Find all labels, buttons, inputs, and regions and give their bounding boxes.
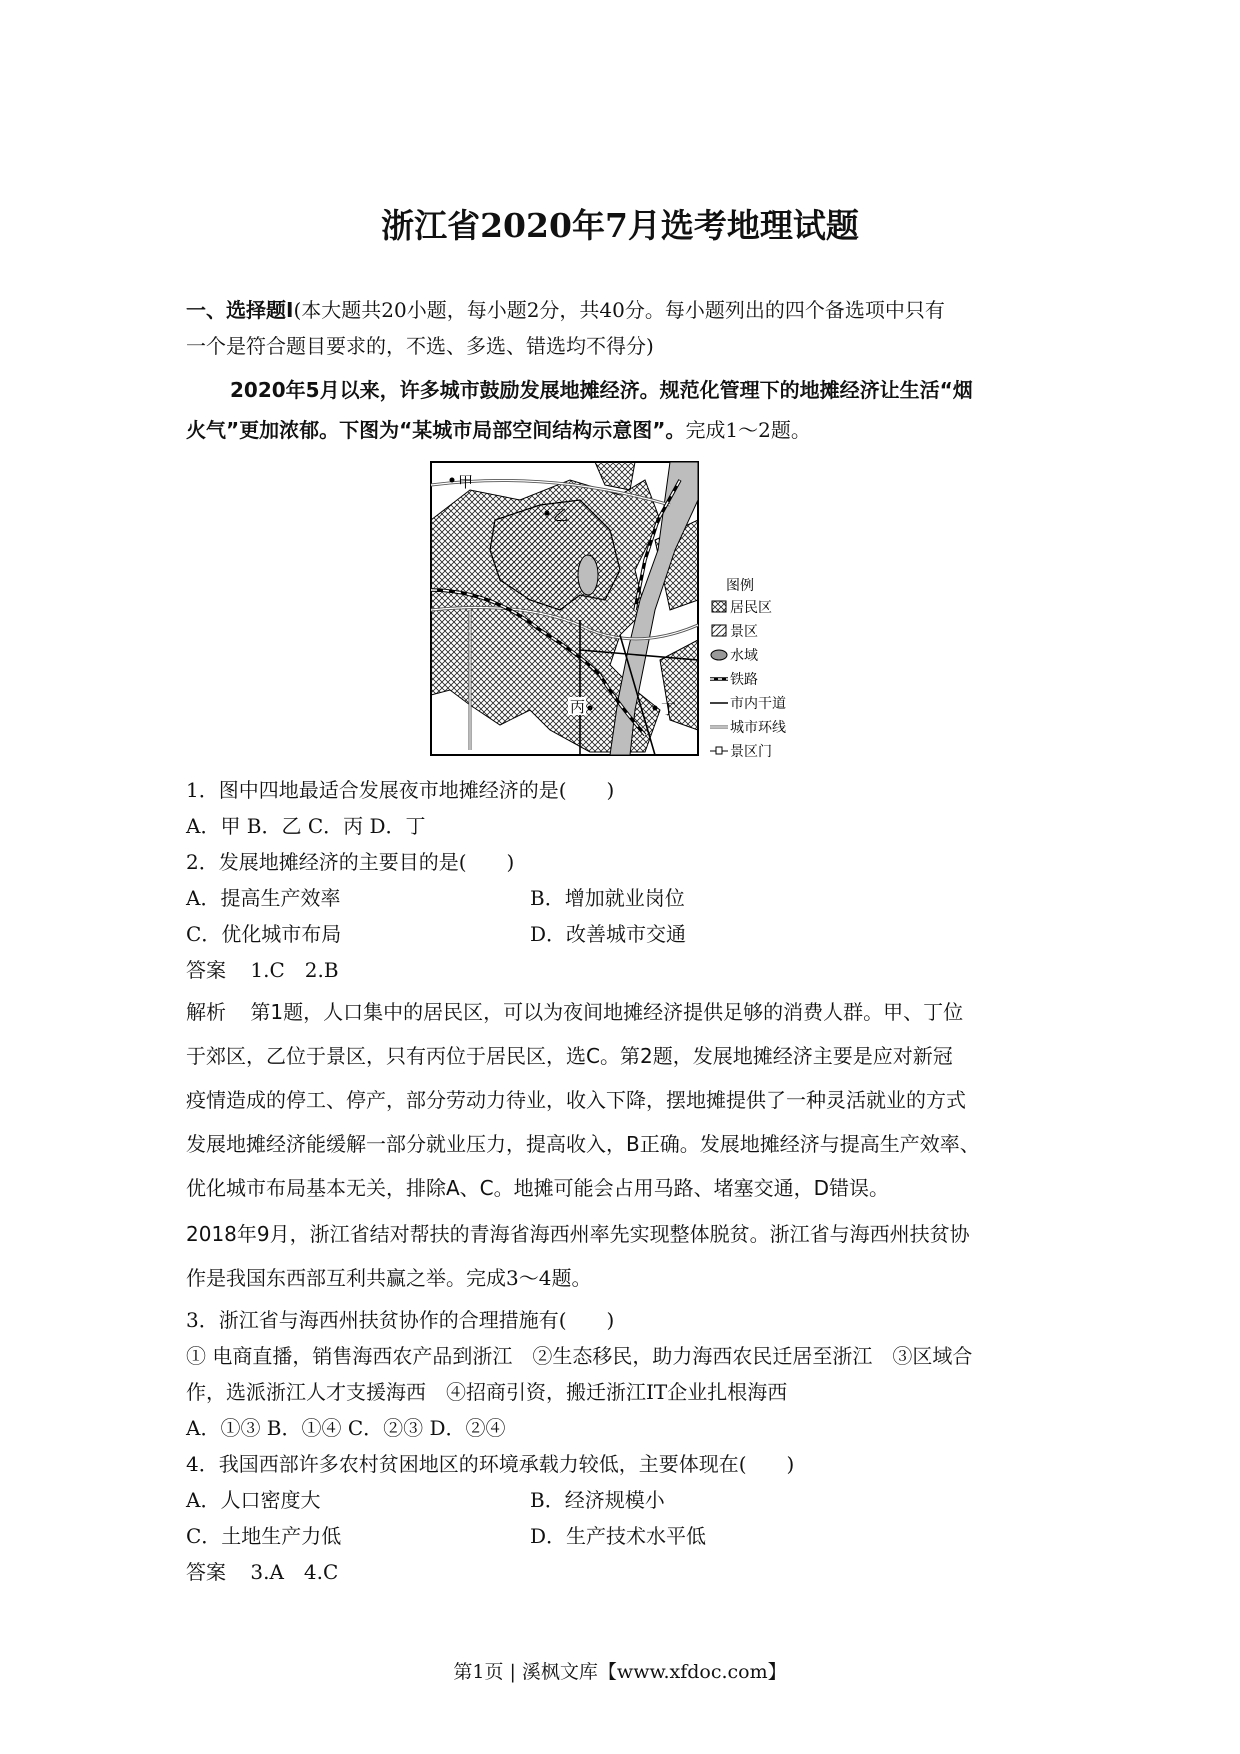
analysis-line5: 优化城市布局基本无关，排除A、C。地摊可能会占用马路、堵塞交通，D错误。 [186,1176,890,1200]
q2-option-b: B．增加就业岗位 [530,886,685,910]
ding-marker [653,706,658,711]
q1-options: A．甲 B．乙 C．丙 D．丁 [186,814,426,838]
legend-ring-road: 城市环线 [730,720,786,736]
section-instruction-2: 一个是符合题目要求的，不选、多选、错选均不得分) [186,334,654,358]
q2-option-c: C．优化城市布局 [186,922,342,946]
bing-marker [588,706,593,711]
legend-scenic-gate: 景区门 [730,744,772,760]
q2-option-d: D．改善城市交通 [530,922,687,946]
analysis-line3: 疫情造成的停工、停产，部分劳动力待业，收入下降，摆地摊提供了一种灵活就业的方式 [186,1088,966,1112]
section-heading: 一、选择题Ⅰ [186,298,294,322]
q4-option-c: C．土地生产力低 [186,1524,342,1548]
label-ding: 丁 [661,700,677,718]
legend-title: 图例 [726,578,754,594]
answer1-text: 1.C 2.B [250,958,339,982]
q4-option-b: B．经济规模小 [530,1488,665,1512]
passage1-line2 [186,416,811,444]
q1-stem: 1．图中四地最适合发展夜市地摊经济的是( ) [186,778,615,802]
answer2 [186,1558,338,1586]
section-intro [186,296,945,324]
passage2-line2 [186,1264,591,1292]
map-legend [710,578,786,760]
passage1-line1: 2020年5月以来，许多城市鼓励发展地摊经济。规范化管理下的地摊经济让生活“烟 [230,378,973,402]
analysis-line1-wrap [186,998,963,1026]
q4-option-d: D．生产技术水平低 [530,1524,707,1548]
page-footer: 第1页 | 溪枫文库【www.xfdoc.com】 [453,1661,787,1683]
label-bing: 丙 [570,698,586,716]
answer1-label: 答案 [186,958,226,982]
q3-stem: 3．浙江省与海西州扶贫协作的合理措施有( ) [186,1308,615,1332]
analysis-line1: 第1题，人口集中的居民区，可以为夜间地摊经济提供足够的消费人群。甲、丁位 [250,1000,964,1024]
q3-statement-line2: 作，选派浙江人才支援海西 ④招商引资，搬迁浙江IT企业扎根海西 [186,1380,788,1404]
lake [578,555,598,595]
q3-statement-line1: ① 电商直播，销售海西农产品到浙江 ②生态移民，助力海西农民迁居至浙江 ③区域合 [186,1344,973,1368]
label-jia: 甲 [458,473,474,491]
passage2-line2-tail: 完成3～4题。 [466,1266,592,1290]
legend-residential: 居民区 [730,600,772,616]
legend-railway: 铁路 [730,672,758,688]
analysis-line2: 于郊区，乙位于景区，只有丙位于居民区，选C。第2题，发展地摊经济主要是应对新冠 [186,1044,953,1068]
page-title: 浙江省2020年7月选考地理试题 [381,206,859,245]
passage1-line2-tail: 完成1～2题。 [685,418,811,442]
q2-option-a: A．提高生产效率 [186,886,341,910]
analysis-label: 解析 [186,1000,226,1024]
answer1 [186,956,339,984]
yi-marker [545,511,550,516]
q4-stem: 4．我国西部许多农村贫困地区的环境承载力较低，主要体现在( ) [186,1452,795,1476]
legend-main-road: 市内干道 [730,696,786,712]
analysis-line4: 发展地摊经济能缓解一部分就业压力，提高收入，B正确。发展地摊经济与提高生产效率、 [186,1132,980,1156]
city-structure-map [430,460,830,760]
jia-marker [450,478,455,483]
label-yi: 乙 [553,506,569,524]
q2-stem: 2．发展地摊经济的主要目的是( ) [186,850,515,874]
answer2-text: 3.A 4.C [250,1560,339,1584]
q3-options: A．①③ B．①④ C．②③ D．②④ [186,1416,506,1440]
q4-option-a: A．人口密度大 [186,1488,321,1512]
legend-scenic: 景区 [730,624,758,640]
passage2-line1: 2018年9月，浙江省结对帮扶的青海省海西州率先实现整体脱贫。浙江省与海西州扶贫协 [186,1222,970,1246]
passage1-line2-bold: 火气”更加浓郁。下图为“某城市局部空间结构示意图”。 [186,418,686,442]
answer2-label: 答案 [186,1560,226,1584]
legend-water: 水域 [730,648,758,664]
section-instruction-1: (本大题共20小题，每小题2分，共40分。每小题列出的四个备选项中只有 [293,298,945,322]
passage2-line2-bold: 作是我国东西部互利共赢之举。 [186,1266,466,1290]
